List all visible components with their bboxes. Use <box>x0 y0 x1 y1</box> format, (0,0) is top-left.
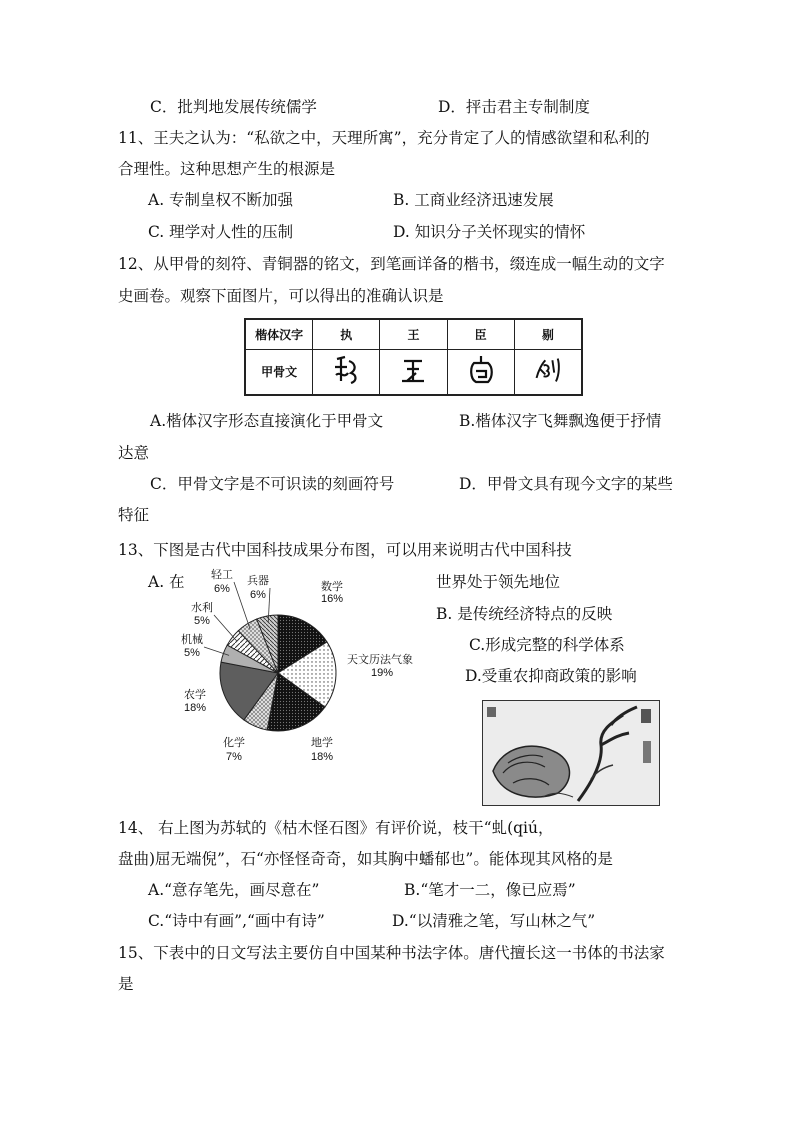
q11-option-c: C. 理学对人性的压制 <box>148 223 294 241</box>
q12-stem-line1: 12、从甲骨的刻符、青铜器的铭文，到笔画详备的楷书，缀连成一幅生动的文字 <box>118 255 665 273</box>
q12-option-d: D．甲骨文具有现今文字的某些 <box>459 475 673 493</box>
pie-category-label-4: 农学 <box>184 689 206 701</box>
pie-svg <box>150 568 440 773</box>
q13-stem: 13、下图是古代中国科技成果分布图，可以用来说明古代中国科技 <box>118 541 572 559</box>
pie-category-label-1: 天文历法气象 <box>347 654 413 666</box>
pie-category-label-2: 地学 <box>311 737 333 749</box>
q14-option-d: D.“以清雅之笔，写山林之气” <box>392 912 596 930</box>
oracle-bone-table <box>244 318 583 396</box>
table-char-3: 臣 <box>447 319 514 349</box>
q12-option-a: A.楷体汉字形态直接演化于甲骨文 <box>150 412 384 430</box>
q13-option-c: C.形成完整的科学体系 <box>469 636 625 654</box>
q14-option-b: B.“笔才一二，像已应焉” <box>404 881 576 899</box>
pie-value-label-7: 6% <box>214 583 230 595</box>
pie-category-label-0: 数学 <box>321 581 343 593</box>
oracle-glyph-chen <box>447 349 514 395</box>
q14-stem-line2: 盘曲)屈无端倪”，石“亦怪怪奇奇，如其胸中蟠郁也”。能体现其风格的是 <box>118 850 613 868</box>
oracle-glyph-ti <box>514 349 582 395</box>
pie-value-label-6: 5% <box>194 615 210 627</box>
q11-stem-line2: 合理性。这种思想产生的根源是 <box>118 160 336 178</box>
pie-leader-line-7 <box>234 582 250 629</box>
q12-option-b-cont: 达意 <box>118 444 150 462</box>
oracle-glyph-wang <box>380 349 447 395</box>
pie-value-label-1: 19% <box>370 667 394 679</box>
q11-stem-line1: 11、王夫之认为：“私欲之中，天理所寓”，充分肯定了人的情感欲望和私利的 <box>118 129 650 147</box>
q12-option-d-cont: 特征 <box>118 506 150 524</box>
withered-tree-strange-rock-painting <box>482 700 660 806</box>
q13-option-a-tail: 世界处于领先地位 <box>436 573 561 591</box>
q14-option-a: A.“意存笔先，画尽意在” <box>148 881 320 899</box>
table-char-4: 剔 <box>514 319 582 349</box>
q10-option-d: D．抨击君主专制制度 <box>438 98 590 116</box>
q12-option-c: C．甲骨文字是不可识读的刻画符号 <box>150 475 395 493</box>
pie-value-label-4: 18% <box>183 702 207 714</box>
table-header-jiaguwen: 甲骨文 <box>245 349 313 395</box>
pie-category-label-6: 水利 <box>191 602 213 614</box>
q12-option-b: B.楷体汉字飞舞飘逸便于抒情 <box>459 412 662 430</box>
q11-option-b: B. 工商业经济迅速发展 <box>393 191 554 209</box>
pie-value-label-8: 6% <box>250 589 266 601</box>
q11-option-d: D. 知识分子关怀现实的情怀 <box>393 223 586 241</box>
pie-value-label-2: 18% <box>310 751 334 763</box>
pie-category-label-5: 机械 <box>181 634 203 646</box>
pie-value-label-5: 5% <box>184 647 200 659</box>
q10-option-c: C．批判地发展传统儒学 <box>150 98 317 116</box>
pie-category-label-8: 兵器 <box>247 575 269 587</box>
q15-stem-line2: 是 <box>118 975 134 993</box>
pie-value-label-3: 7% <box>226 751 242 763</box>
q13-option-b: B. 是传统经济特点的反映 <box>436 605 613 623</box>
pie-category-label-3: 化学 <box>223 737 245 749</box>
pie-leader-line-6 <box>214 615 237 641</box>
pie-value-label-0: 16% <box>320 593 344 605</box>
pie-category-label-7: 轻工 <box>211 569 233 581</box>
q13-option-a-prefix: A. 在 <box>148 573 185 591</box>
table-char-2: 王 <box>380 319 447 349</box>
table-char-1: 执 <box>313 319 380 349</box>
oracle-glyph-zhi <box>313 349 380 395</box>
q13-option-d: D.受重农抑商政策的影响 <box>465 667 637 685</box>
q15-stem-line1: 15、下表中的日文写法主要仿自中国某种书法字体。唐代擅长这一书体的书法家 <box>118 944 665 962</box>
q11-option-a: A. 专制皇权不断加强 <box>148 191 294 209</box>
q12-stem-line2: 史画卷。观察下面图片，可以得出的准确认识是 <box>118 287 444 305</box>
q14-stem-line1: 14、 右上图为苏轼的《枯木怪石图》有评价说，枝干“虬(qiú， <box>118 819 554 837</box>
table-header-kaishu: 楷体汉字 <box>245 319 313 349</box>
tech-distribution-pie-chart <box>150 568 440 773</box>
q14-option-c: C.“诗中有画”,“画中有诗” <box>148 912 325 930</box>
